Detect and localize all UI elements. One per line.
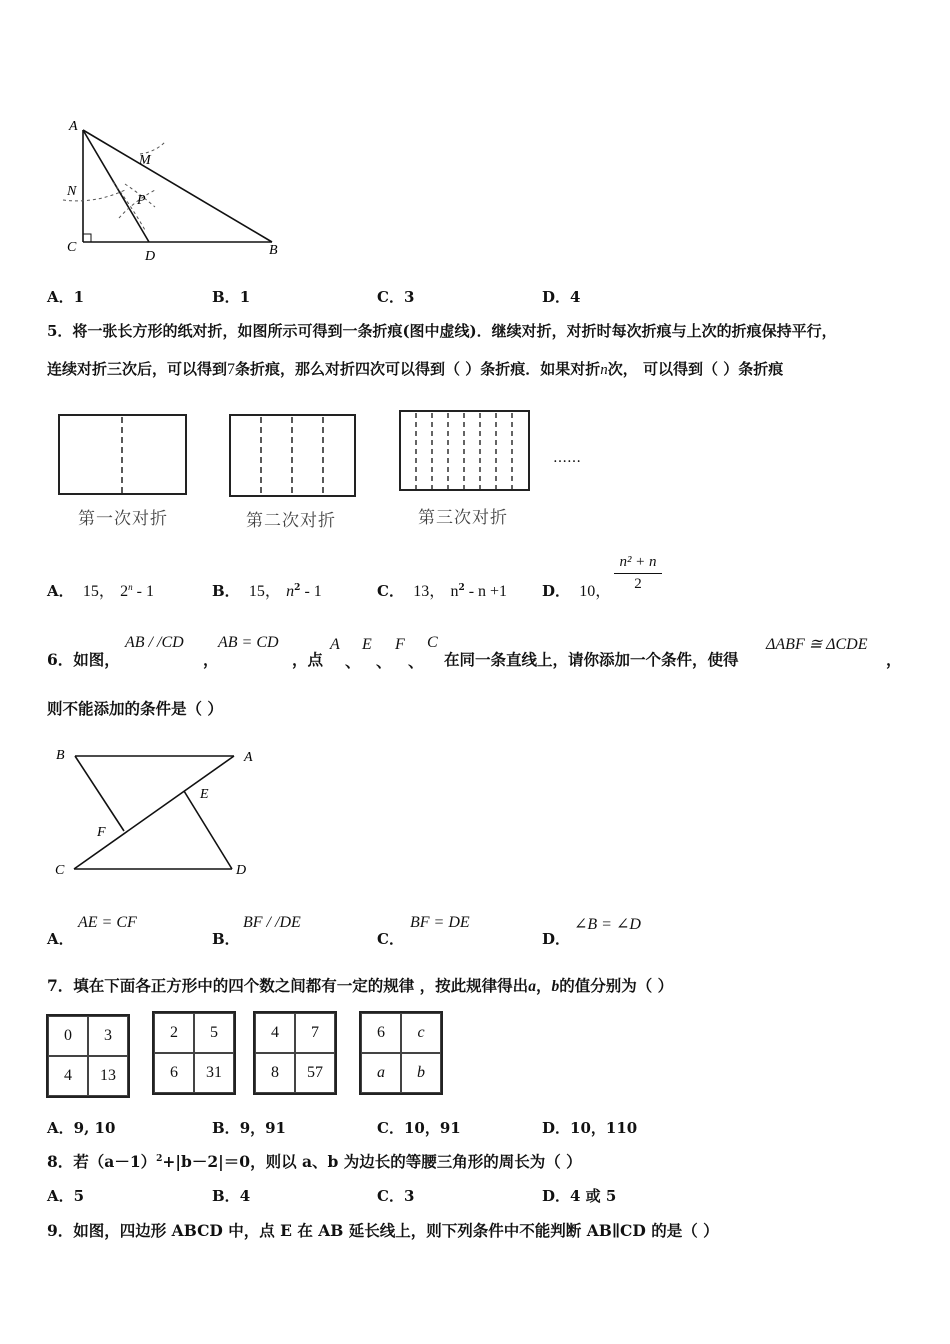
option-value: 15 (82, 583, 99, 600)
q5-caption-1: 第一次对折 (78, 509, 168, 529)
option-text: 3 (403, 1187, 415, 1205)
q5-fold-figure-1 (58, 414, 188, 496)
q5-option-d-fraction (614, 554, 662, 593)
q5-var-n: n (600, 362, 608, 378)
q6-sep: 、 (408, 652, 424, 671)
fraction-denominator: 2 (634, 576, 642, 592)
q7-cell: 2 (154, 1013, 194, 1053)
q4-option-c[interactable] (377, 286, 414, 307)
q7-option-d[interactable] (542, 1117, 637, 1138)
q5-ellipsis: …… (553, 450, 581, 466)
q5-text-part: 次， 可以得到（ ）条折痕 (607, 360, 784, 378)
q7-var-b: b (551, 978, 560, 995)
option-letter: C． (377, 1119, 404, 1137)
q5-option-a[interactable] (47, 578, 154, 601)
option-value: 10 (579, 583, 596, 600)
q8-text-part: 8．若（a－1） (47, 1152, 157, 1171)
q7-square-4 (359, 1011, 443, 1095)
q6-label-a: A (244, 750, 253, 765)
q6-point-f: F (395, 636, 405, 653)
q6-option-c-letter[interactable]: C． (377, 930, 404, 948)
q7-cell: 3 (88, 1016, 128, 1056)
option-text: 4 (570, 288, 581, 306)
q5-text-line1: 5．将一张长方形的纸对折，如图所示可得到一条折痕(图中虚线)．继续对折，对折时每次折痕与上次的折痕保持平行， (47, 322, 837, 340)
option-exponent: 2 (294, 583, 301, 593)
q7-cell: 8 (255, 1053, 295, 1093)
q8-option-d[interactable] (542, 1185, 616, 1206)
q6-text-prefix: 6．如图， (47, 650, 120, 669)
q6-option-d-letter[interactable]: D． (542, 930, 571, 948)
option-text: 3 (403, 288, 415, 306)
q7-cell: 6 (361, 1013, 401, 1053)
option-rest: - 1 (132, 583, 154, 600)
q7-cell: 0 (48, 1016, 88, 1056)
option-text: 1 (239, 288, 251, 306)
option-letter: D． (542, 288, 571, 306)
q8-option-b[interactable] (212, 1185, 250, 1206)
q7-text (47, 974, 673, 996)
q4-label-n: N (67, 184, 77, 199)
option-letter: A． (47, 1119, 74, 1137)
option-rest: - n +1 (464, 583, 508, 600)
q8-option-a[interactable] (47, 1185, 84, 1206)
q6-label-e: E (200, 787, 209, 802)
q6-cond-equal: AB = CD (218, 634, 279, 651)
q5-text-part: 连续对折三次后，可以得到 (47, 360, 228, 378)
q6-label-b: B (56, 748, 65, 763)
option-value: 13 (413, 583, 430, 600)
q6-point-e: E (362, 636, 372, 653)
q7-option-a[interactable] (47, 1117, 115, 1138)
option-letter: C． (377, 582, 404, 600)
q5-option-b[interactable] (212, 578, 322, 601)
q6-sep: 、 (376, 652, 392, 671)
option-letter: D． (542, 582, 571, 600)
option-letter: D． (542, 1119, 571, 1137)
option-base: 2 (120, 583, 129, 600)
option-separator: ， (429, 583, 446, 600)
q7-option-b[interactable] (212, 1117, 286, 1138)
q7-cell: 4 (255, 1013, 295, 1053)
option-letter: B． (212, 288, 240, 306)
q7-square-1 (46, 1014, 130, 1098)
q6-cond-parallel: AB / /CD (125, 634, 184, 651)
q7-square-2 (152, 1011, 236, 1095)
q7-cell: 57 (295, 1053, 335, 1093)
option-letter: B． (212, 582, 240, 600)
q5-caption-2: 第二次对折 (246, 511, 336, 531)
q7-var-a: a (528, 978, 536, 995)
q6-option-c-text[interactable]: BF = DE (410, 914, 470, 931)
option-letter: C． (377, 288, 404, 306)
q8-exponent: 2 (156, 1153, 163, 1164)
q8-text-part: +|b－2|＝0，则以 a、b 为边长的等腰三角形的周长为（ ） (162, 1152, 582, 1171)
q4-triangle-figure (55, 112, 295, 262)
q7-cell: 7 (295, 1013, 335, 1053)
q6-point-a: A (330, 636, 340, 653)
option-letter: C． (377, 1187, 404, 1205)
q5-fold-figure-3 (399, 410, 531, 492)
q6-option-a-text[interactable]: AE = CF (78, 914, 137, 931)
q5-fold-figure-2 (229, 414, 357, 498)
option-base: n (286, 583, 295, 600)
q6-figure (50, 742, 265, 884)
q7-cell: a (361, 1053, 401, 1093)
q6-label-d: D (236, 863, 247, 878)
q6-option-a-letter[interactable]: A． (47, 930, 74, 948)
q6-end-comma: ， (886, 650, 902, 669)
q6-text-line2: 则不能添加的条件是（ ） (47, 699, 223, 718)
q6-congruence: ΔABF ≅ ΔCDE (766, 636, 868, 653)
option-text: 10，110 (570, 1119, 638, 1137)
q6-text-tail: 在同一条直线上，请你添加一个条件，使得 (444, 650, 739, 669)
q7-text-part: 7．填在下面各正方形中的四个数之间都有一定的规律 ，按此规律得出 (47, 976, 529, 995)
q7-comma: ， (535, 976, 552, 995)
q5-caption-3: 第三次对折 (418, 508, 508, 528)
option-letter: D． (542, 1187, 571, 1205)
option-text: 10，91 (403, 1119, 461, 1137)
q8-text (47, 1150, 582, 1172)
q6-option-d-text[interactable]: ∠B = ∠D (574, 916, 641, 933)
q4-option-b[interactable] (212, 286, 250, 307)
q7-cell: 13 (88, 1056, 128, 1096)
q5-text-line2 (47, 358, 783, 379)
option-text: 4 (239, 1187, 251, 1205)
option-letter: A． (47, 1187, 74, 1205)
q5-number-seven: 7 (227, 361, 236, 378)
q4-label-a: A (69, 119, 78, 134)
q4-label-m: M (139, 153, 151, 168)
q6-option-b-text[interactable]: BF / /DE (243, 914, 301, 931)
q7-cell: 6 (154, 1053, 194, 1093)
option-rest: - 1 (300, 583, 322, 600)
q5-option-c[interactable] (377, 578, 507, 601)
option-text: 5 (73, 1187, 85, 1205)
option-letter: B． (212, 1119, 240, 1137)
q6-comma: ， (203, 650, 219, 669)
q4-label-d: D (145, 249, 156, 262)
option-separator: ， (98, 583, 115, 600)
fraction-numerator: n² + n (614, 554, 662, 574)
option-letter: B． (212, 1187, 240, 1205)
q4-label-b: B (269, 243, 278, 258)
q6-point-c: C (427, 634, 438, 651)
q7-option-c[interactable] (377, 1117, 461, 1138)
q7-cell: c (401, 1013, 441, 1053)
option-separator: ， (595, 583, 612, 600)
q7-cell: b (401, 1053, 441, 1093)
q7-square-3 (253, 1011, 337, 1095)
q6-sep: 、 (345, 652, 361, 671)
q8-option-c[interactable] (377, 1185, 414, 1206)
option-text: 4 或 5 (570, 1187, 617, 1205)
q7-cell: 4 (48, 1056, 88, 1096)
option-exponent: 2 (458, 583, 465, 593)
option-text: 9, 10 (73, 1119, 116, 1137)
option-value: 15 (248, 583, 265, 600)
q5-text-part: 条折痕，那么对折四次可以得到（ ）条折痕．如果对折 (235, 360, 601, 378)
q6-text-mid: ，点 (292, 650, 324, 669)
option-letter: A． (47, 582, 74, 600)
q6-label-c: C (55, 863, 65, 878)
option-text: 1 (73, 288, 85, 306)
q7-cell: 31 (194, 1053, 234, 1093)
q7-cell: 5 (194, 1013, 234, 1053)
option-separator: ， (264, 583, 281, 600)
q4-label-p: P (137, 193, 146, 208)
q6-option-b-letter[interactable]: B． (212, 930, 240, 948)
option-base: n (450, 583, 459, 600)
option-exponent: n (128, 582, 133, 592)
option-letter: A． (47, 288, 74, 306)
q5-option-d[interactable] (542, 578, 611, 601)
option-text: 9，91 (239, 1119, 286, 1137)
q9-text: 9．如图，四边形 ABCD 中，点 E 在 AB 延长线上，则下列条件中不能判断 AB∥CD 的是（ ） (47, 1221, 719, 1240)
q4-label-c: C (67, 240, 77, 255)
q4-option-a[interactable] (47, 286, 84, 307)
q4-option-d[interactable] (542, 286, 580, 307)
q6-label-f: F (97, 825, 106, 840)
q7-text-part: 的值分别为（ ） (559, 976, 674, 995)
